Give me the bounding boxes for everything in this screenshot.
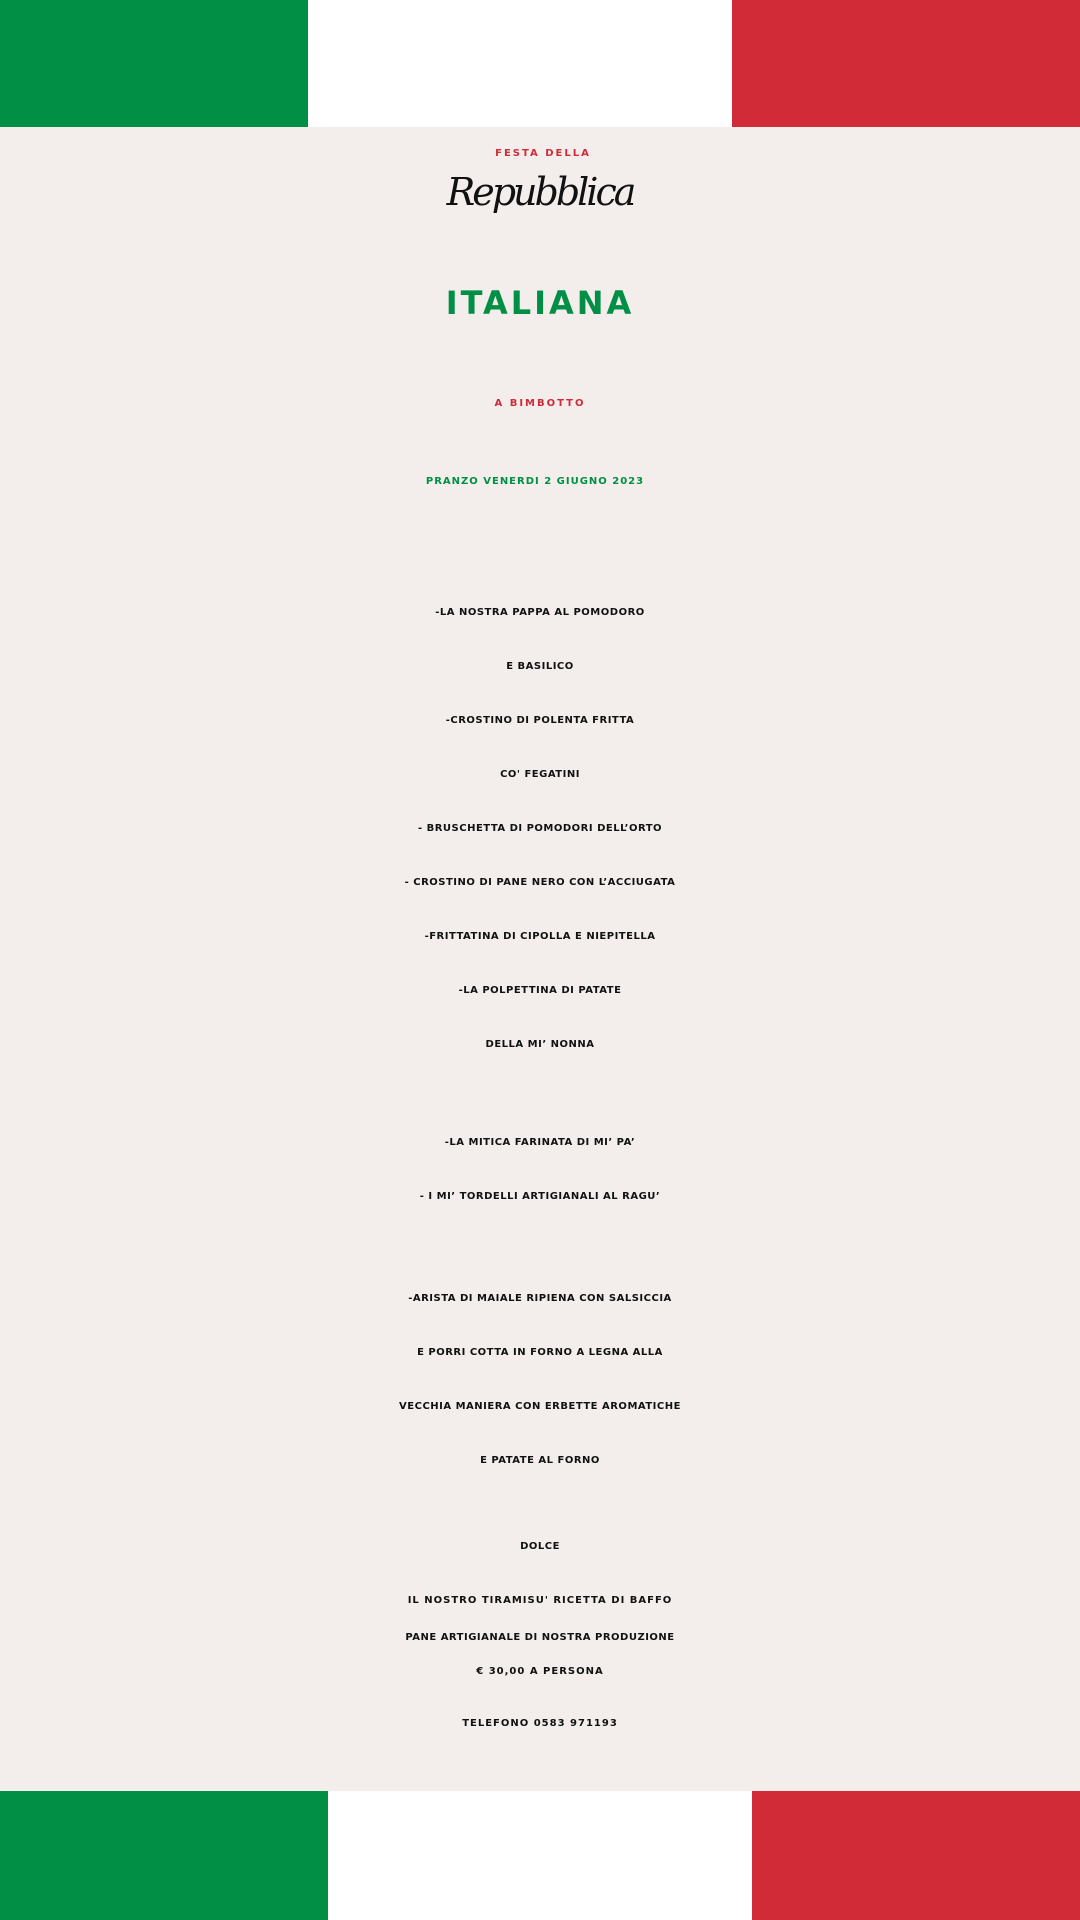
flag-green-stripe xyxy=(0,1791,328,1920)
menu-item: - I MI’ TORDELLI ARTIGIANALI AL RAGU’ xyxy=(419,1191,661,1202)
bread-note: PANE ARTIGIANALE DI NOSTRA PRODUZIONE xyxy=(405,1632,675,1643)
phone-text: TELEFONO 0583 971193 xyxy=(462,1718,618,1729)
top-flag-banner xyxy=(0,0,1080,127)
flag-red-stripe xyxy=(732,0,1080,127)
location-title: A BIMBOTTO xyxy=(494,398,586,409)
dolce-title: DOLCE xyxy=(520,1541,560,1552)
title-festa-della: FESTA DELLA xyxy=(495,148,591,159)
event-date: PRANZO VENERDI 2 GIUGNO 2023 xyxy=(425,476,645,487)
menu-item: VECCHIA MANIERA CON ERBETTE AROMATICHE xyxy=(399,1401,681,1412)
menu-item: DELLA MI’ NONNA xyxy=(485,1039,595,1050)
menu-item: - CROSTINO DI PANE NERO CON L’ACCIUGATA xyxy=(404,877,676,888)
price-text: € 30,00 A PERSONA xyxy=(476,1666,604,1677)
menu-item: CO' FEGATINI xyxy=(500,769,580,780)
menu-item: E PATATE AL FORNO xyxy=(480,1455,600,1466)
menu-item: -LA MITICA FARINATA DI MI’ PA’ xyxy=(444,1137,636,1148)
dolce-item: IL NOSTRO TIRAMISU' RICETTA DI BAFFO xyxy=(407,1595,673,1606)
flag-white-stripe xyxy=(328,1791,752,1920)
menu-item: -ARISTA DI MAIALE RIPIENA CON SALSICCIA xyxy=(408,1293,672,1304)
menu-item: -LA POLPETTINA DI PATATE xyxy=(458,985,622,996)
menu-item: - BRUSCHETTA DI POMODORI DELL’ORTO xyxy=(417,823,663,834)
menu-item: -LA NOSTRA PAPPA AL POMODORO xyxy=(435,607,645,618)
title-italiana: ITALIANA xyxy=(445,284,635,322)
flag-red-stripe xyxy=(752,1791,1080,1920)
bottom-flag-banner xyxy=(0,1791,1080,1920)
menu-item: E BASILICO xyxy=(506,661,574,672)
menu-item: -FRITTATINA DI CIPOLLA E NIEPITELLA xyxy=(424,931,656,942)
flag-green-stripe xyxy=(0,0,308,127)
title-repubblica-script: Repubblica xyxy=(446,170,634,214)
menu-item: -CROSTINO DI POLENTA FRITTA xyxy=(445,715,635,726)
menu-item: E PORRI COTTA IN FORNO A LEGNA ALLA xyxy=(417,1347,663,1358)
flag-white-stripe xyxy=(308,0,732,127)
